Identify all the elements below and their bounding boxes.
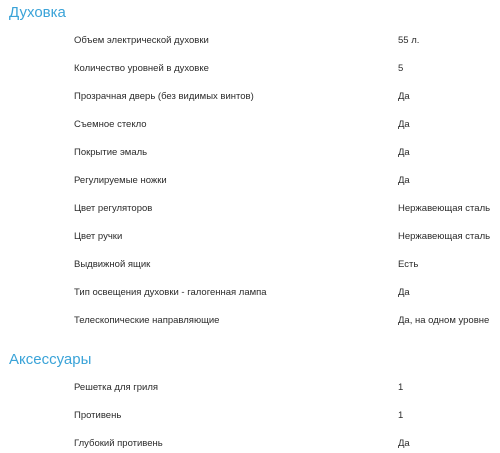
spec-value: Да, на одном уровне bbox=[398, 315, 490, 326]
spec-value: 5 bbox=[398, 63, 404, 74]
spec-row bbox=[0, 88, 500, 106]
spec-row bbox=[0, 407, 500, 425]
spec-value: Да bbox=[398, 119, 410, 130]
spec-row bbox=[0, 435, 500, 453]
spec-label: Прозрачная дверь (без видимых винтов) bbox=[74, 91, 254, 102]
spec-row bbox=[0, 200, 500, 218]
spec-row bbox=[0, 32, 500, 50]
spec-value: Да bbox=[398, 91, 410, 102]
spec-value: Да bbox=[398, 438, 410, 449]
section-title-accessories: Аксессуары bbox=[9, 351, 92, 368]
spec-label: Регулируемые ножки bbox=[74, 175, 167, 186]
spec-label: Тип освещения духовки - галогенная лампа bbox=[74, 287, 267, 298]
spec-row bbox=[0, 172, 500, 190]
spec-label: Противень bbox=[74, 410, 122, 421]
spec-label: Объем электрической духовки bbox=[74, 35, 209, 46]
spec-value: 1 bbox=[398, 382, 404, 393]
spec-label: Глубокий противень bbox=[74, 438, 163, 449]
spec-label: Цвет регуляторов bbox=[74, 203, 153, 214]
spec-value: Нержавеющая сталь bbox=[398, 203, 491, 214]
spec-value: Да bbox=[398, 287, 410, 298]
spec-row bbox=[0, 256, 500, 274]
spec-value: Есть bbox=[398, 259, 419, 270]
spec-value: 55 л. bbox=[398, 35, 420, 46]
spec-value: Нержавеющая сталь bbox=[398, 231, 491, 242]
spec-row bbox=[0, 60, 500, 78]
spec-label: Выдвижной ящик bbox=[74, 259, 151, 270]
spec-label: Количество уровней в духовке bbox=[74, 63, 209, 74]
spec-label: Телескопические направляющие bbox=[74, 315, 220, 326]
section-title-oven: Духовка bbox=[9, 4, 66, 21]
spec-value: Да bbox=[398, 175, 410, 186]
spec-row bbox=[0, 116, 500, 134]
spec-value: Да bbox=[398, 147, 410, 158]
spec-label: Цвет ручки bbox=[74, 231, 123, 242]
spec-label: Покрытие эмаль bbox=[74, 147, 148, 158]
spec-row bbox=[0, 312, 500, 330]
spec-row bbox=[0, 144, 500, 162]
spec-label: Решетка для гриля bbox=[74, 382, 159, 393]
spec-label: Съемное стекло bbox=[74, 119, 147, 130]
spec-row bbox=[0, 379, 500, 397]
spec-row bbox=[0, 284, 500, 302]
spec-value: 1 bbox=[398, 410, 404, 421]
spec-row bbox=[0, 228, 500, 246]
